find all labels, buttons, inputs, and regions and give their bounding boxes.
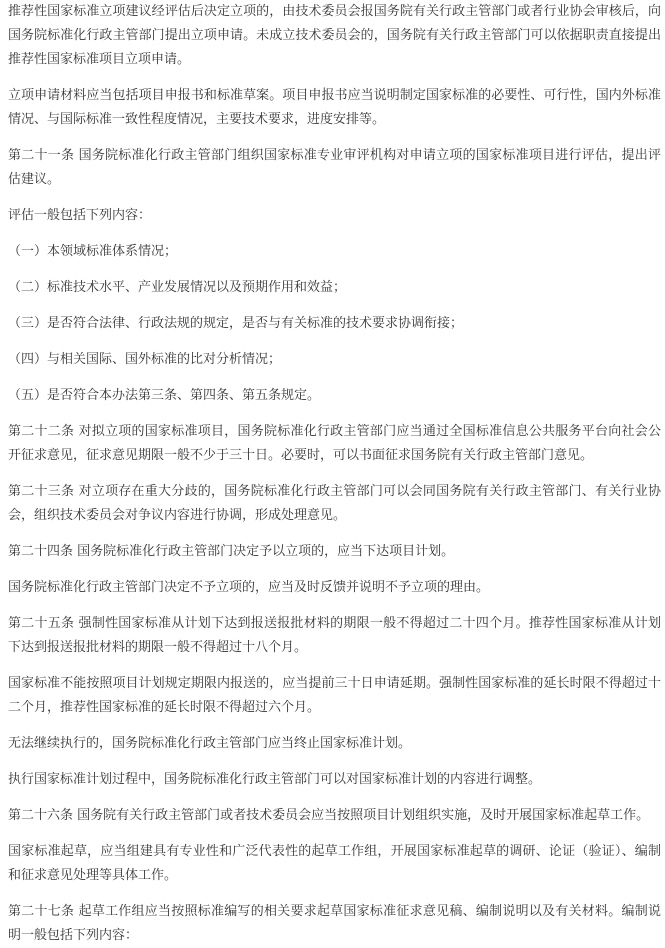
list-item-evaluation-2: （二）标准技术水平、产业发展情况以及预期作用和效益； — [8, 280, 347, 295]
paragraph-evaluation-intro: 评估一般包括下列内容： — [8, 208, 152, 223]
paragraph-article-27: 第二十七条 起草工作组应当按照标准编写的相关要求起草国家标准征求意见稿、编制说明以及有关材料。编制说明一般包括下列内容： — [8, 904, 661, 943]
paragraph-article-25-termination: 无法继续执行的，国务院标准化行政主管部门应当终止国家标准计划。 — [8, 736, 412, 751]
paragraph-article-26: 第二十六条 国务院有关行政主管部门或者技术委员会应当按照项目计划组织实施，及时开展国家标准起草工作。 — [8, 808, 650, 823]
paragraph-recommended-standard-application: 推荐性国家标准立项建议经评估后决定立项的，由技术委员会报国务院有关行政主管部门或者行业协会审核后，向国务院标准化行政主管部门提出立项申请。未成立技术委员会的，国务院有关行政主管部门可以依据职责直接提出推荐性国家标准项目立项申请。 — [8, 4, 661, 67]
paragraph-article-24-rejection: 国务院标准化行政主管部门决定不予立项的，应当及时反馈并说明不予立项的理由。 — [8, 580, 490, 595]
paragraph-article-25-adjustment: 执行国家标准计划过程中，国务院标准化行政主管部门可以对国家标准计划的内容进行调整。 — [8, 772, 542, 787]
paragraph-article-25-extension: 国家标准不能按照项目计划规定期限内报送的，应当提前三十日申请延期。强制性国家标准的延长时限不得超过十二个月，推荐性国家标准的延长时限不得超过六个月。 — [8, 676, 661, 715]
paragraph-article-23: 第二十三条 对立项存在重大分歧的，国务院标准化行政主管部门可以会同国务院有关行政主管部门、有关行业协会，组织技术委员会对争议内容进行协调，形成处理意见。 — [8, 484, 661, 523]
list-item-evaluation-5: （五）是否符合本办法第三条、第四条、第五条规定。 — [8, 388, 321, 403]
paragraph-article-22: 第二十二条 对拟立项的国家标准项目，国务院标准化行政主管部门应当通过全国标准信息公共服务平台向社会公开征求意见，征求意见期限一般不少于三十日。必要时，可以书面征求国务院有关行政主管部门意见。 — [8, 424, 661, 463]
list-item-evaluation-3: （三）是否符合法律、行政法规的规定，是否与有关标准的技术要求协调衔接； — [8, 316, 464, 331]
paragraph-article-26-drafting-group: 国家标准起草，应当组建具有专业性和广泛代表性的起草工作组，开展国家标准起草的调研、论证（验证）、编制和征求意见处理等具体工作。 — [8, 844, 661, 883]
paragraph-article-24: 第二十四条 国务院标准化行政主管部门决定予以立项的，应当下达项目计划。 — [8, 544, 455, 559]
paragraph-article-25: 第二十五条 强制性国家标准从计划下达到报送报批材料的期限一般不得超过二十四个月。推荐性国家标准从计划下达到报送报批材料的期限一般不得超过十八个月。 — [8, 616, 661, 655]
paragraph-application-materials: 立项申请材料应当包括项目申报书和标准草案。项目申报书应当说明制定国家标准的必要性、可行性，国内外标准情况、与国际标准一致性程度情况，主要技术要求，进度安排等。 — [8, 88, 661, 127]
paragraph-article-21: 第二十一条 国务院标准化行政主管部门组织国家标准专业审评机构对申请立项的国家标准项目进行评估，提出评估建议。 — [8, 148, 661, 187]
list-item-evaluation-4: （四）与相关国际、国外标准的比对分析情况； — [8, 352, 282, 367]
list-item-evaluation-1: （一）本领域标准体系情况； — [8, 244, 178, 259]
